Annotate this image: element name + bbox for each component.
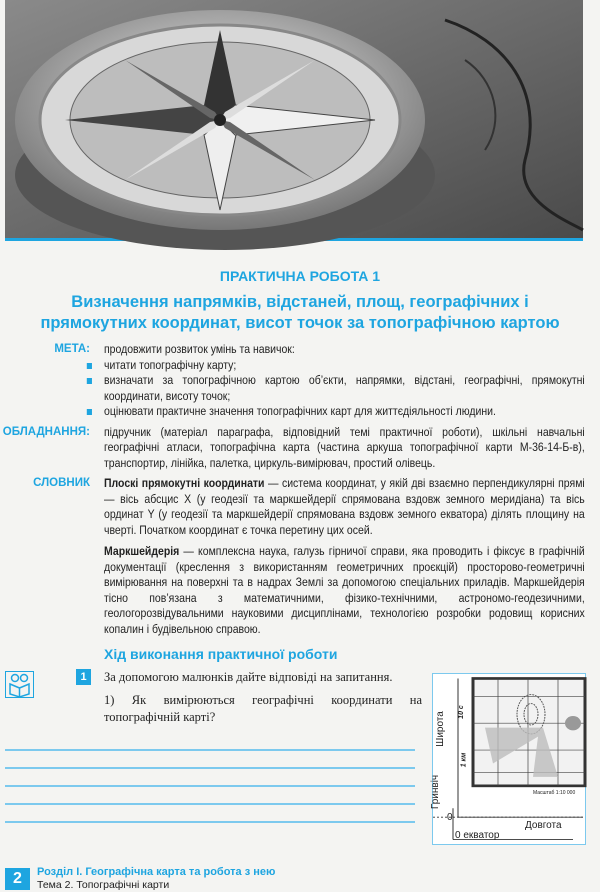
equipment-label: ОБЛАДНАННЯ: (2, 425, 90, 438)
answer-line[interactable] (5, 803, 415, 805)
glossary-label: СЛОВНИК (33, 477, 90, 489)
goal-text (104, 342, 585, 420)
answer-line[interactable] (5, 767, 415, 769)
goal-bullet: оцінювати практичне значення топографічних карт для життєдіяльності людини. (104, 404, 585, 420)
task-column (104, 669, 422, 732)
content-flow (0, 342, 600, 847)
glossary-definition: — комплексна наука, галузь гірничої справи, яка проводить і фіксує в графічній документації (креслення з використанням геометричних проєкцій) просторово-геометричні вимірювання на поверхні та в надрах Землі за допомогою спеціальних приладів. Маркшейдерія тісно пов’язана з математичними, фізико-технічними, астрономо-геодезичними, геологорозвідувальними науковими дисциплінами, технологією розробки родовищ корисних копалин і будівельною справою. (104, 544, 585, 636)
glossary-entry (104, 476, 585, 538)
ten-seconds-label: 10 с (457, 705, 465, 719)
answer-line[interactable] (5, 821, 415, 823)
scale-label: Масштаб 1:10 000 (533, 790, 576, 796)
goal-label: МЕТА: (54, 343, 90, 355)
zero-label: 0 (447, 812, 453, 823)
footer-topic: Тема 2. Топографічні карти (37, 879, 170, 891)
page-title: Визначення напрямків, відстаней, площ, географічних і прямокутних координат, висот точок за топографічною картою (40, 293, 560, 332)
goal-bullet: читати топографічну карту; (104, 358, 585, 374)
glossary-entry (104, 544, 585, 637)
question-text: 1) Як вимірюються географічні координати на топографічній карті? (104, 693, 422, 724)
goal-intro: продовжити розвиток умінь та навичок: (104, 342, 295, 356)
glossary-term: Маркшейдерія (104, 544, 180, 558)
work-label: ПРАКТИЧНА РОБОТА 1 (219, 268, 381, 284)
glossary-text (104, 476, 585, 637)
answer-line[interactable] (5, 785, 415, 787)
equipment-text: підручник (матеріал параграфа, відповідний темі практичної роботи), шкільні навчальні географічні атласи, топографічна карта (частина аркуша топографічної карти М-36-14-Б-в), транспортир, лінійка, палетка, циркуль-вимірювач, простий олівець. (104, 424, 585, 470)
km-label: 1 км (460, 752, 468, 768)
footer-section: Розділ І. Географічна карта та робота з нею (37, 866, 276, 878)
glossary-definition: — система координат, у якій дві взаємно перпендикулярні прямі — вісь абсцис X (у геодезії та маркшейдерії спрямована вздовж земного меридіана) та вісь ординат Y (у геодезії та маркшейдерії спрямована вздовж земного екватора) ділять площину на чверті. Початком координат є точка перетину цих осей. (104, 476, 585, 537)
greenwich-label: Гринвіч (430, 774, 442, 810)
answer-line[interactable] (5, 749, 415, 751)
procedure-title: Хід виконання практичної роботи (104, 646, 338, 662)
reading-icon (5, 671, 34, 698)
goal-section (0, 342, 600, 420)
task-number: 1 (76, 669, 91, 685)
glossary-section (0, 476, 600, 637)
task-text: За допомогою малюнків дайте відповіді на запитання. (104, 670, 393, 684)
task-area (0, 669, 600, 847)
goal-bullet: визначати за топографічною картою об’єкти, напрямки, відстані, географічні, прямокутні координати, висоту точок; (104, 373, 585, 403)
compass-photo (5, 0, 583, 241)
glossary-term: Плоскі прямокутні координати (104, 476, 265, 490)
latitude-label: Широта (434, 711, 446, 747)
page-number: 2 (5, 868, 30, 890)
topographic-map-figure (432, 673, 586, 845)
equator-label: 0 екватор (455, 830, 500, 841)
longitude-label: Довгота (525, 820, 562, 831)
equipment-section (0, 425, 600, 472)
